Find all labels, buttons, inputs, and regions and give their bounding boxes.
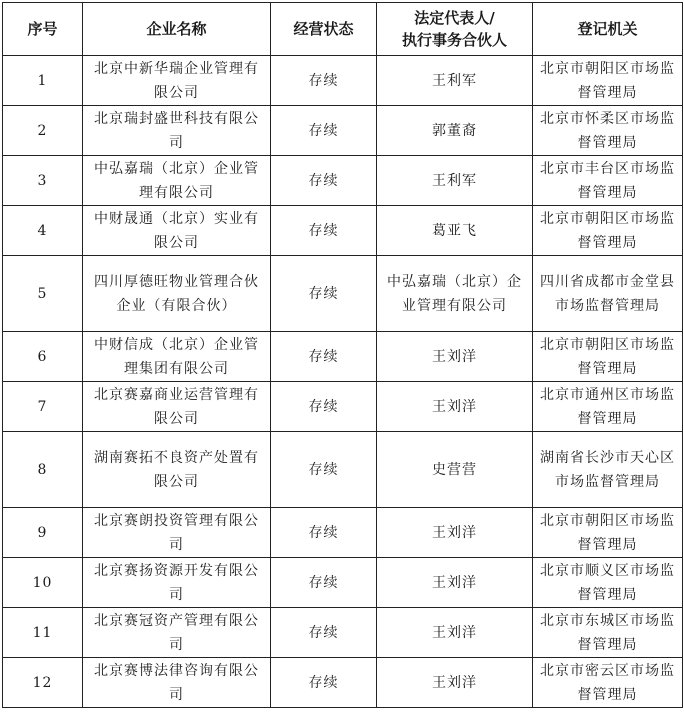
operating-status: 存续: [271, 106, 377, 156]
company-name: 湖南赛拓不良资产处置有限公司: [83, 432, 271, 508]
registration-office: 北京市朝阳区市场监督管理局: [533, 508, 683, 558]
table-row: [3, 658, 683, 708]
row-number: 2: [3, 106, 83, 156]
registration-office: 北京市朝阳区市场监督管理局: [533, 56, 683, 106]
company-registration-table: [2, 2, 683, 708]
company-name: 北京赛冠资产管理有限公司: [83, 608, 271, 658]
operating-status: 存续: [271, 256, 377, 332]
company-name: 中财晟通（北京）实业有限公司: [83, 206, 271, 256]
registration-office: 北京市丰台区市场监督管理局: [533, 156, 683, 206]
registration-office: 湖南省长沙市天心区市场监督管理局: [533, 432, 683, 508]
legal-representative: 葛亚飞: [377, 206, 533, 256]
registration-office: 北京市通州区市场监督管理局: [533, 382, 683, 432]
company-name: 北京赛嘉商业运营管理有限公司: [83, 382, 271, 432]
registration-office: 北京市朝阳区市场监督管理局: [533, 206, 683, 256]
company-name: 北京瑞封盛世科技有限公司: [83, 106, 271, 156]
row-number: 6: [3, 332, 83, 382]
table-row: [3, 432, 683, 508]
row-number: 1: [3, 56, 83, 106]
company-name: 北京赛扬资源开发有限公司: [83, 558, 271, 608]
row-number: 3: [3, 156, 83, 206]
row-number: 9: [3, 508, 83, 558]
legal-representative: 中弘嘉瑞（北京）企业管理有限公司: [377, 256, 533, 332]
operating-status: 存续: [271, 156, 377, 206]
company-name: 中弘嘉瑞（北京）企业管理有限公司: [83, 156, 271, 206]
header-status: 经营状态: [271, 3, 377, 56]
registration-office: 北京市朝阳区市场监督管理局: [533, 332, 683, 382]
operating-status: 存续: [271, 56, 377, 106]
header-company: 企业名称: [83, 3, 271, 56]
table-row: [3, 156, 683, 206]
table-row: [3, 332, 683, 382]
legal-representative: 王刘洋: [377, 608, 533, 658]
table-body: [3, 56, 683, 708]
table-row: [3, 508, 683, 558]
company-name: 北京赛朗投资管理有限公司: [83, 508, 271, 558]
legal-representative: 王刘洋: [377, 508, 533, 558]
legal-representative: 王利军: [377, 156, 533, 206]
legal-representative: 史营营: [377, 432, 533, 508]
registration-office: 北京市怀柔区市场监督管理局: [533, 106, 683, 156]
row-number: 11: [3, 608, 83, 658]
operating-status: 存续: [271, 608, 377, 658]
table-row: [3, 608, 683, 658]
row-number: 8: [3, 432, 83, 508]
legal-representative: 王刘洋: [377, 558, 533, 608]
operating-status: 存续: [271, 206, 377, 256]
row-number: 5: [3, 256, 83, 332]
row-number: 7: [3, 382, 83, 432]
company-name: 四川厚德旺物业管理合伙企业（有限合伙）: [83, 256, 271, 332]
row-number: 10: [3, 558, 83, 608]
header-legal-rep-line1: 法定代表人/: [414, 9, 495, 27]
registration-office: 北京市东城区市场监督管理局: [533, 608, 683, 658]
operating-status: 存续: [271, 658, 377, 708]
registration-office: 北京市顺义区市场监督管理局: [533, 558, 683, 608]
header-registration-office: 登记机关: [533, 3, 683, 56]
operating-status: 存续: [271, 432, 377, 508]
row-number: 12: [3, 658, 83, 708]
legal-representative: 郭董裔: [377, 106, 533, 156]
operating-status: 存续: [271, 558, 377, 608]
table-row: [3, 558, 683, 608]
header-legal-rep: [377, 3, 533, 56]
company-name: 北京中新华瑞企业管理有限公司: [83, 56, 271, 106]
table-row: [3, 382, 683, 432]
legal-representative: 王刘洋: [377, 382, 533, 432]
table-row: [3, 56, 683, 106]
company-name: 北京赛博法律咨询有限公司: [83, 658, 271, 708]
legal-representative: 王刘洋: [377, 332, 533, 382]
header-legal-rep-line2: 执行事务合伙人: [401, 31, 507, 49]
row-number: 4: [3, 206, 83, 256]
table-row: [3, 106, 683, 156]
header-row: [3, 3, 683, 56]
table-row: [3, 256, 683, 332]
table-header: [3, 3, 683, 56]
legal-representative: 王利军: [377, 56, 533, 106]
registration-office: 四川省成都市金堂县市场监督管理局: [533, 256, 683, 332]
operating-status: 存续: [271, 508, 377, 558]
legal-representative: 王刘洋: [377, 658, 533, 708]
table-row: [3, 206, 683, 256]
header-no: 序号: [3, 3, 83, 56]
company-name: 中财信成（北京）企业管理集团有限公司: [83, 332, 271, 382]
operating-status: 存续: [271, 332, 377, 382]
registration-office: 北京市密云区市场监督管理局: [533, 658, 683, 708]
operating-status: 存续: [271, 382, 377, 432]
